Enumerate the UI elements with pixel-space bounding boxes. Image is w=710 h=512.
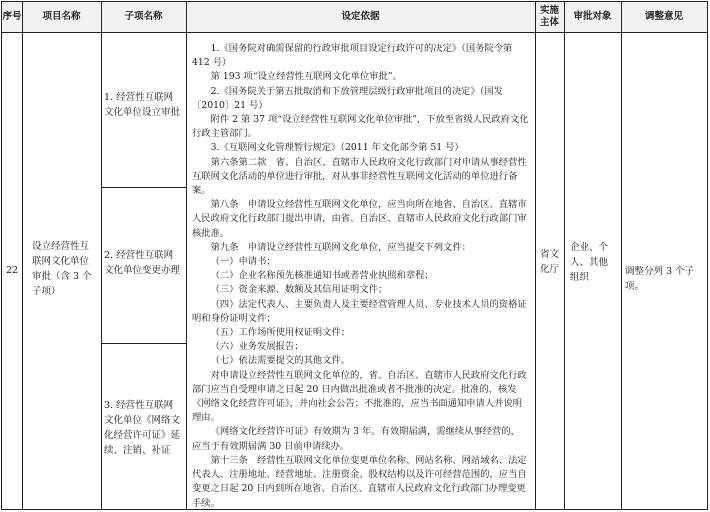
row-opinion: 调整分列 3 个子项。 xyxy=(625,266,695,292)
basis-paragraph: （二）企业名称预先核准通知书或者营业执照和章程； xyxy=(210,270,434,282)
basis-paragraph: （七）依法需要提交的其他文件。 xyxy=(210,355,351,367)
col-divider xyxy=(621,2,622,509)
header-item-name: 项目名称 xyxy=(42,11,81,22)
basis-paragraph: 附件 2 第 37 项“设立经营性互联网文化单位审批”，下放至省级人民政府文化行政主管部门。 xyxy=(192,114,529,140)
header-authority: 实施主体 xyxy=(539,5,559,28)
basis-paragraph: 第 193 项“设立经营性互联网文化单位审批”。 xyxy=(210,71,402,83)
header-basis: 设定依据 xyxy=(341,11,380,22)
basis-paragraph: （一）申请书； xyxy=(210,256,276,268)
basis-paragraph: （六）业务发展报告； xyxy=(210,341,304,353)
row-item-name: 设立经营性互联网文化单位审批（含 3 个子项） xyxy=(32,241,92,297)
basis-paragraph: 1.《国务院对确需保留的行政审批项目设定行政许可的决定》（国务院令第 412 号） xyxy=(192,43,513,69)
subitem-2: 2. 经营性互联网文化单位变更办理 xyxy=(104,250,181,276)
basis-text xyxy=(186,42,535,511)
basis-paragraph: 《网络文化经营许可证》有效期为 3 年。有效期届满，需继续从事经营的，应当于有效期届满 30 日前申请续办。 xyxy=(192,426,520,452)
basis-paragraph: 第九条 申请设立经营性互联网文化单位，应当提交下列文件： xyxy=(210,241,471,253)
basis-paragraph: 第十三条 经营性互联网文化单位变更单位名称、网站名称、网站域名、法定代表人、注册地址、经营地址、注册资金、股权结构以及许可经营范围的，应当自变更之日起 20 日内到所在地省、自治区、直辖市人民政府文化行政部门办理变更手续。 xyxy=(192,454,527,509)
subitem-divider xyxy=(101,343,186,344)
row-target: 企业、个人、其他组织 xyxy=(570,242,609,283)
row-seq: 22 xyxy=(5,265,19,276)
header-sub-name: 子项名称 xyxy=(124,11,163,22)
header-target: 审批对象 xyxy=(573,11,612,22)
subitem-3: 3. 经营性互联网文化单位《网络文化经营许可证》延续、注销、补证 xyxy=(104,400,181,456)
basis-paragraph: 3.《互联网文化管理暂行规定》（2011 年文化部令第 51 号） xyxy=(210,142,464,154)
subitem-1: 1. 经营性互联网文化单位设立审批 xyxy=(104,92,181,118)
header-seq: 序号 xyxy=(2,11,22,22)
basis-paragraph: 对申请设立经营性互联网文化单位的，省、自治区、直辖市人民政府文化行政部门应当自受理申请之日起 20 日内做出批准或者不批准的决定。批准的，核发《网络文化经营许可证》，并向社会公告；不批准的，应当书面通知申请人并说明理由。 xyxy=(192,369,527,424)
header-divider xyxy=(2,32,707,33)
table xyxy=(1,1,708,510)
row-authority: 省文化厅 xyxy=(540,249,560,275)
basis-paragraph: （四）法定代表人、主要负责人及主要经营管理人员、专业技术人员的资格证明和身份证明文件； xyxy=(192,298,527,324)
basis-paragraph: 第六条第二款 省、自治区、直辖市人民政府文化行政部门对申请从事经营性互联网文化活动的单位进行审批，对从事非经营性互联网文化活动的单位进行备案。 xyxy=(192,156,527,197)
basis-paragraph: 第八条 申请设立经营性互联网文化单位，应当向所在地省、自治区、直辖市人民政府文化行政部门提出申请，由省、自治区、直辖市人民政府文化行政部门审核批准。 xyxy=(192,199,527,239)
header-opinion: 调整意见 xyxy=(644,11,683,22)
subitem-divider xyxy=(101,187,186,188)
basis-paragraph: 2.《国务院关于第五批取消和下放管理层级行政审批项目的决定》（国发〔2010〕21 号） xyxy=(192,85,504,111)
basis-paragraph: （三）资金来源、数额及其信用证明文件； xyxy=(210,284,388,296)
basis-paragraph: （五）工作场所使用权证明文件； xyxy=(210,327,351,339)
